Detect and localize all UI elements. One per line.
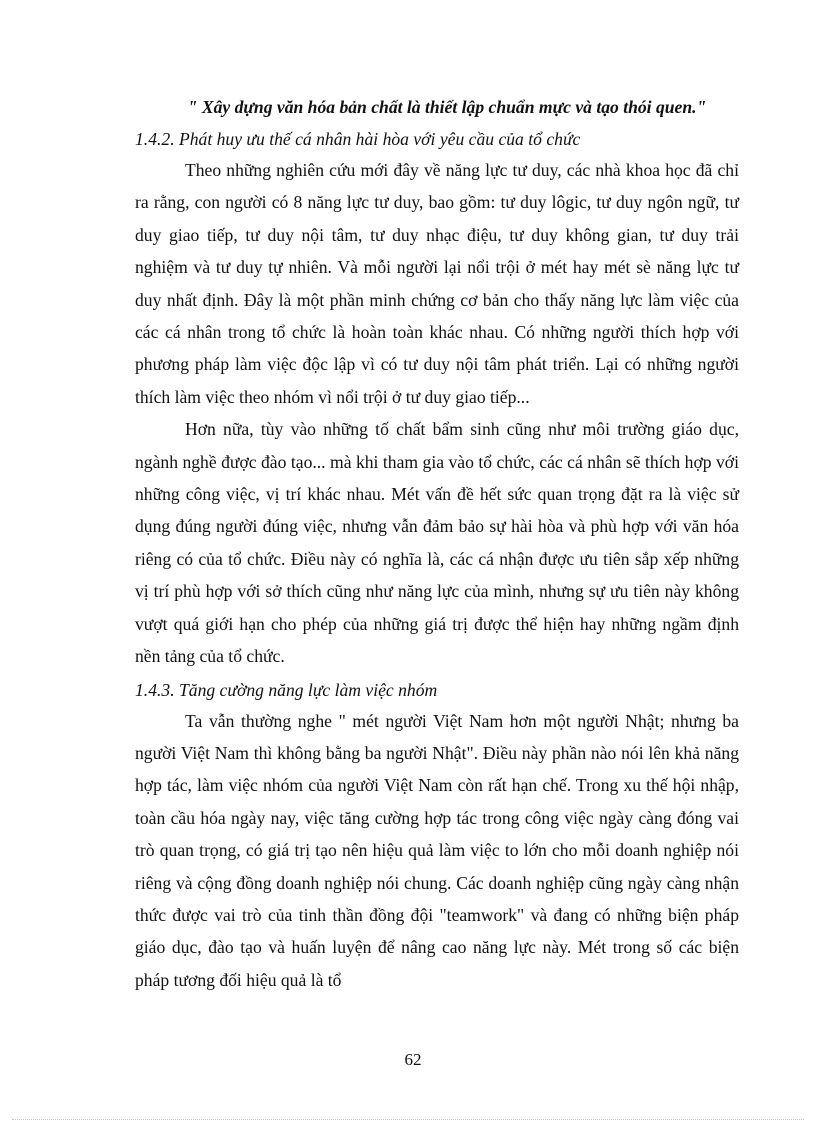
body-paragraph: Theo những nghiên cứu mới đây về năng lực tư duy, các nhà khoa học đã chỉ ra rằng, con người có 8 năng lực tư duy, bao gồm: tư duy lôgic, tư duy ngôn ngữ, tư duy giao tiếp, tư duy nội tâm, tư duy nhạc điệu, tư duy không gian, tư duy trải nghiệm và tư duy tự nhiên. Và mỗi người lại nổi trội ở mét hay mét sè năng lực tư duy nhất định. Đây là một phần minh chứng cơ bản cho thấy năng lực làm việc của các cá nhân trong tổ chức là hoàn toàn khác nhau. Có những người thích hợp với phương pháp làm việc độc lập vì có tư duy nội tâm phát triển. Lại có những người thích làm việc theo nhóm vì nổi trội ở tư duy giao tiếp... (135, 160, 739, 407)
page-number: 62 (404, 1050, 422, 1069)
section-heading-1-4-2: 1.4.2. Phát huy ưu thế cá nhân hài hòa với yêu cầu của tổ chức (135, 129, 581, 149)
body-paragraph: Hơn nữa, tùy vào những tố chất bẩm sinh cũng như môi trường giáo dục, ngành nghề được đào tạo... mà khi tham gia vào tổ chức, các cá nhân sẽ thích hợp với những công việc, vị trí khác nhau. Mét vấn đề hết sức quan trọng đặt ra là việc sử dụng đúng người đúng việc, nhưng vẫn đảm bảo sự hài hòa và phù hợp với văn hóa riêng có của tổ chức. Điều này có nghĩa là, các cá nhận được ưu tiên sắp xếp những vị trí phù hợp với sở thích cũng như năng lực của mình, nhưng sự ưu tiên này không vượt quá giới hạn cho phép của những giá trị được thể hiện hay những ngầm định nền tảng của tổ chức. (135, 419, 739, 667)
page-content (135, 92, 739, 996)
page-bottom-divider (12, 1119, 804, 1120)
body-paragraph: Ta vẫn thường nghe " mét người Việt Nam hơn một người Nhật; nhưng ba người Việt Nam thì không bằng ba người Nhật". Điều này phần nào nói lên khả năng hợp tác, làm việc nhóm của người Việt Nam còn rất hạn chế. Trong xu thế hội nhập, toàn cầu hóa ngày nay, việc tăng cường hợp tác trong công việc ngày càng đóng vai trò quan trọng, có giá trị tạo nên hiệu quả làm việc to lớn cho mỗi doanh nghiệp nói riêng và cộng đồng doanh nghiệp nói chung. Các doanh nghiệp cũng ngày càng nhận thức được vai trò của tinh thần đồng đội "teamwork" và đang có những biện pháp giáo dục, đào tạo và huấn luyện để nâng cao năng lực này. Mét trong số các biện pháp tương đối hiệu quả là tổ (135, 710, 739, 990)
quote-line: " Xây dựng văn hóa bản chất là thiết lập chuẩn mực và tạo thói quen." (187, 97, 707, 117)
section-heading-1-4-3: 1.4.3. Tăng cường năng lực làm việc nhóm (135, 679, 438, 700)
